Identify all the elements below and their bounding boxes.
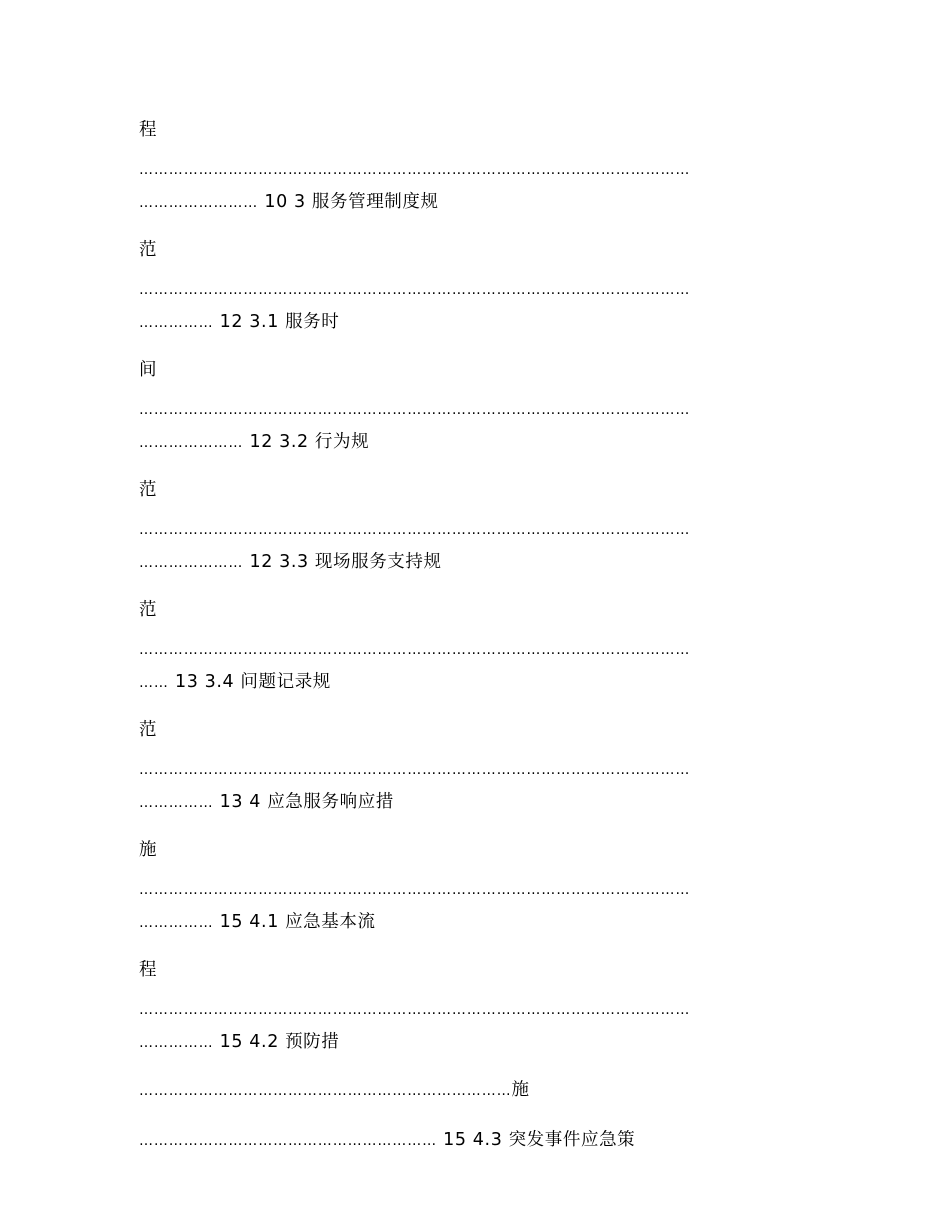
toc-leader-dots: ……………: [139, 915, 214, 931]
toc-leader-dots: …………………………………………………………………: [139, 1083, 512, 1099]
toc-leader-dots: …………………………………………………………………………………………………: [139, 402, 691, 418]
toc-entry-text: 12 3.3 现场服务支持规: [243, 552, 442, 572]
toc-wrapped-char: 范: [139, 600, 158, 620]
toc-leader-dots: …………………: [139, 435, 244, 451]
toc-wrapped-char: 程: [139, 960, 158, 980]
toc-entry-text: 10 3 服务管理制度规: [258, 192, 439, 212]
toc-entry-text: 施: [511, 1080, 530, 1100]
toc-leader-dots: ……………: [139, 315, 214, 331]
toc-leader-dots: …………………………………………………………………………………………………: [139, 1002, 691, 1018]
toc-wrapped-char: 施: [139, 840, 158, 860]
toc-entry-text: 12 3.1 服务时: [213, 312, 340, 332]
toc-entry-tail: [139, 190, 809, 214]
toc-leader-dots: …………………………………………………………………………………………………: [139, 642, 691, 658]
toc-entry-tail: [139, 790, 809, 814]
toc-entry-text: 15 4.3 突发事件应急策: [437, 1130, 636, 1150]
toc-entry-tail: [139, 310, 809, 334]
toc-entry: [139, 478, 809, 574]
toc-entry-tail: [139, 430, 809, 454]
toc-wrapped-char: 程: [139, 120, 158, 140]
toc-entry: [139, 838, 809, 934]
table-of-contents: [139, 118, 809, 1178]
toc-leader-dots: ……: [139, 675, 169, 691]
toc-wrapped-char: 范: [139, 240, 158, 260]
toc-entry-text: 13 3.4 问题记录规: [168, 672, 331, 692]
toc-entry-tail: [139, 670, 809, 694]
toc-entry: [139, 718, 809, 814]
toc-wrapped-char: 范: [139, 480, 158, 500]
toc-entry-tail: [139, 1030, 809, 1054]
toc-leader-dots: …………………………………………………………………………………………………: [139, 762, 691, 778]
toc-entry: [139, 1128, 809, 1152]
toc-entry: [139, 958, 809, 1054]
toc-entry: [139, 598, 809, 694]
toc-leader-dots: ……………: [139, 1035, 214, 1051]
toc-entry-text: 12 3.2 行为规: [243, 432, 370, 452]
toc-leader-dots: …………………………………………………………………………………………………: [139, 882, 691, 898]
toc-entry-line: [139, 1128, 809, 1152]
toc-entry-text: 15 4.2 预防措: [213, 1032, 340, 1052]
toc-entry-text: 15 4.1 应急基本流: [213, 912, 376, 932]
toc-entry-text: 13 4 应急服务响应措: [213, 792, 394, 812]
toc-entry: [139, 358, 809, 454]
toc-entry-line: [139, 1078, 809, 1102]
toc-wrapped-char: 间: [139, 360, 158, 380]
toc-entry: [139, 238, 809, 334]
toc-leader-dots: …………………………………………………………………………………………………: [139, 162, 691, 178]
toc-leader-dots: …………………: [139, 555, 244, 571]
toc-leader-dots: …………………………………………………………………………………………………: [139, 282, 691, 298]
toc-entry: [139, 118, 809, 214]
toc-entry-tail: [139, 550, 809, 574]
toc-entry: [139, 1078, 809, 1102]
toc-leader-dots: ……………………………………………………: [139, 1133, 437, 1149]
toc-leader-dots: …………………………………………………………………………………………………: [139, 522, 691, 538]
toc-leader-dots: ……………………: [139, 195, 259, 211]
toc-leader-dots: ……………: [139, 795, 214, 811]
toc-entry-tail: [139, 910, 809, 934]
toc-wrapped-char: 范: [139, 720, 158, 740]
